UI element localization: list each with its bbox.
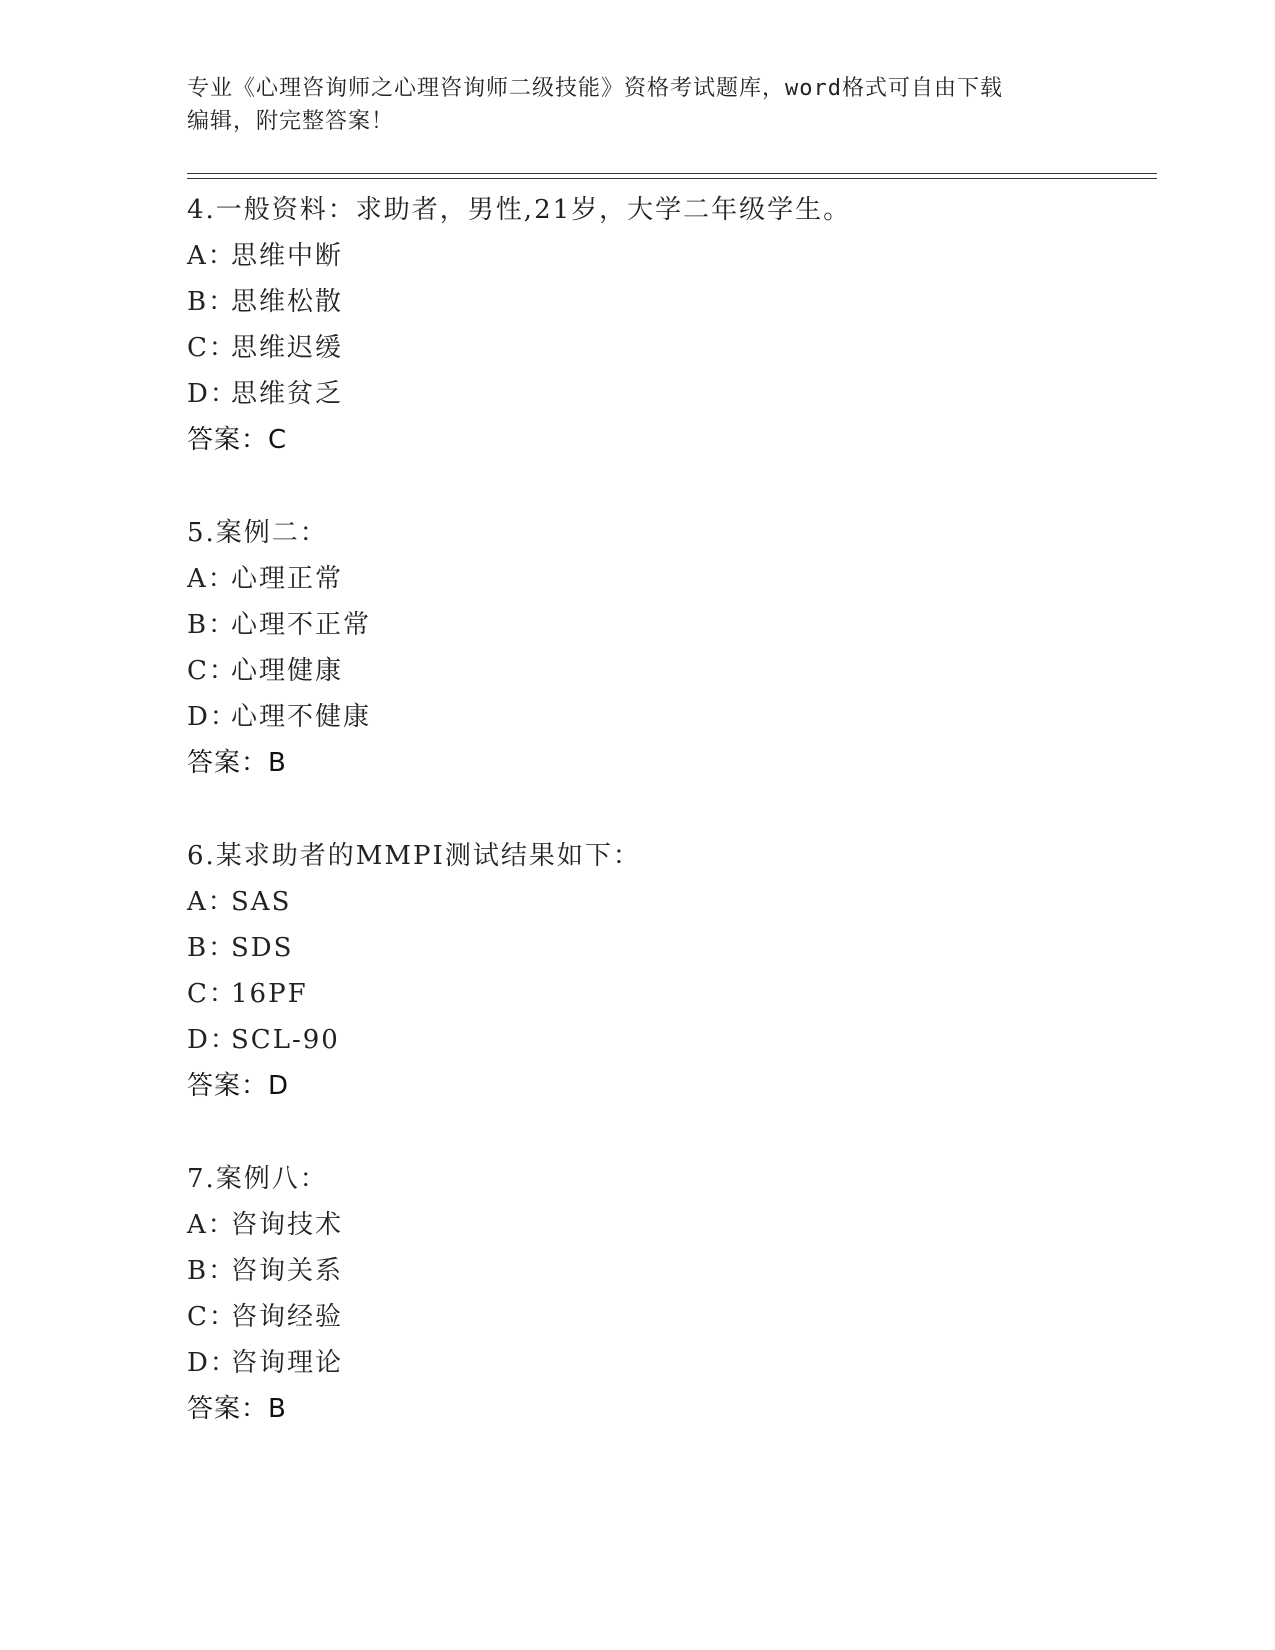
option-letter: C： [187, 333, 237, 363]
option-letter: D： [187, 702, 238, 732]
question-block [187, 833, 1157, 1109]
answer-option [187, 694, 1157, 740]
option-text: 咨询关系 [231, 1256, 344, 1286]
answer-option [187, 1340, 1157, 1386]
option-text: 咨询经验 [231, 1302, 344, 1332]
option-text: SCL-90 [231, 1025, 340, 1055]
answer-option [187, 279, 1157, 325]
option-letter: D： [187, 1025, 238, 1055]
option-text: 思维中断 [231, 241, 344, 271]
answer-option [187, 879, 1157, 925]
option-text: 心理健康 [231, 656, 344, 686]
option-letter: A： [187, 241, 236, 271]
option-text: 咨询技术 [231, 1210, 344, 1240]
option-letter: C： [187, 979, 237, 1009]
answer-option [187, 971, 1157, 1017]
answer-option [187, 1202, 1157, 1248]
answer-key: 答案：B [187, 748, 287, 778]
question-stem: 7.案例八： [187, 1164, 328, 1194]
answer-option [187, 648, 1157, 694]
answer-key: 答案：C [187, 425, 288, 455]
question-stem: 5.案例二： [187, 518, 328, 548]
answer-option [187, 556, 1157, 602]
option-text: 咨询理论 [231, 1348, 344, 1378]
option-text: 心理不健康 [231, 702, 372, 732]
answer-option [187, 1294, 1157, 1340]
question-block [187, 187, 1157, 463]
option-letter: B： [187, 610, 237, 640]
option-text: 思维贫乏 [231, 379, 344, 409]
header-line-2: 编辑，附完整答案！ [187, 109, 395, 134]
answer-option [187, 325, 1157, 371]
option-text: SDS [231, 933, 294, 963]
option-text: 心理不正常 [231, 610, 372, 640]
answer-option [187, 371, 1157, 417]
option-letter: A： [187, 887, 236, 917]
answer-key: 答案：D [187, 1071, 290, 1101]
answer-option [187, 1017, 1157, 1063]
option-letter: D： [187, 1348, 238, 1378]
option-letter: A： [187, 564, 236, 594]
option-text: 心理正常 [231, 564, 344, 594]
question-stem: 4.一般资料：求助者，男性,21岁，大学二年级学生。 [187, 195, 852, 225]
header-double-rule [187, 173, 1157, 179]
question-block [187, 1156, 1157, 1432]
option-letter: C： [187, 1302, 237, 1332]
document-page [187, 72, 1157, 1432]
option-letter: B： [187, 287, 237, 317]
document-header [187, 72, 1157, 138]
answer-option [187, 1248, 1157, 1294]
question-stem: 6.某求助者的MMPI测试结果如下： [187, 841, 641, 871]
option-text: SAS [231, 887, 292, 917]
option-letter: A： [187, 1210, 236, 1240]
option-letter: C： [187, 656, 237, 686]
answer-option [187, 602, 1157, 648]
option-letter: D： [187, 379, 238, 409]
option-letter: B： [187, 933, 237, 963]
answer-option [187, 233, 1157, 279]
option-letter: B： [187, 1256, 237, 1286]
answer-key: 答案：B [187, 1394, 287, 1424]
option-text: 思维迟缓 [231, 333, 344, 363]
header-line-1: 专业《心理咨询师之心理咨询师二级技能》资格考试题库，word格式可自由下载 [187, 76, 1003, 101]
question-list [187, 187, 1157, 1432]
answer-option [187, 925, 1157, 971]
question-block [187, 510, 1157, 786]
option-text: 思维松散 [231, 287, 344, 317]
option-text: 16PF [231, 979, 308, 1009]
